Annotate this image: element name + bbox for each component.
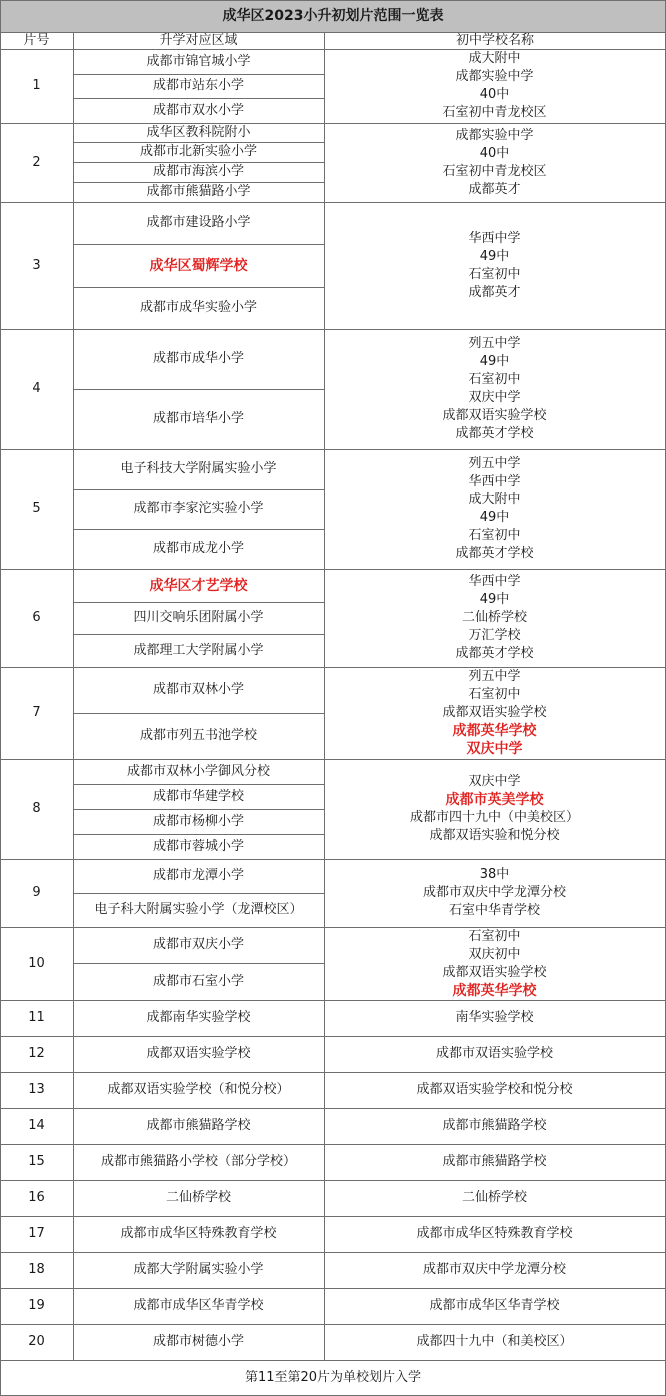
- middle-school: 双庆中学: [468, 774, 521, 789]
- table-title: 成华区2023小升初划片范围一览表: [0, 0, 666, 32]
- middle-school: 成都市双语实验学校: [435, 1046, 553, 1061]
- middle-school: 成都市成华区特殊教育学校: [416, 1226, 573, 1241]
- middle-school-list: [324, 927, 665, 1000]
- middle-school: 石室初中: [468, 528, 521, 543]
- grid-line: [73, 98, 324, 99]
- grid-line: [73, 893, 324, 894]
- header-middle-schools: 初中学校名称: [455, 32, 534, 48]
- primary-school: 成都市华建学校: [152, 788, 244, 804]
- zone-number: 7: [32, 705, 41, 720]
- zone-number: 18: [28, 1262, 45, 1277]
- middle-school: 成都市四十九中（中美校区）: [409, 810, 579, 825]
- zone-number: 20: [28, 1334, 45, 1349]
- middle-school: 49中: [479, 510, 510, 525]
- middle-school: 成都英华学校: [452, 982, 537, 999]
- middle-school-list: [324, 1072, 665, 1108]
- header-zone-number: 片号: [23, 32, 50, 48]
- middle-school: 成都英才学校: [455, 646, 534, 661]
- grid-line: [73, 963, 324, 964]
- primary-school: 成都南华实验学校: [146, 1010, 251, 1025]
- middle-school: 成都双语实验学校: [442, 705, 547, 720]
- middle-school-list: [324, 1180, 665, 1216]
- middle-school: 双庆中学: [468, 390, 521, 405]
- zone-number: 12: [28, 1046, 45, 1061]
- middle-school-list: [324, 667, 665, 759]
- middle-school: 石室初中青龙校区: [442, 105, 547, 120]
- zone-number: 9: [32, 885, 41, 900]
- zone-number: 8: [32, 801, 41, 816]
- grid-line: [73, 74, 324, 75]
- primary-school: 二仙桥学校: [165, 1190, 231, 1205]
- middle-school: 成都英才: [468, 284, 521, 300]
- zone-number: 5: [32, 501, 41, 516]
- middle-school: 成都双语实验学校: [442, 408, 547, 423]
- zone-number: 6: [32, 610, 41, 625]
- middle-school-list: [324, 1000, 665, 1036]
- middle-school: 二仙桥学校: [461, 1190, 527, 1205]
- middle-school: 石室初中: [468, 372, 521, 387]
- middle-school: 成都英才: [468, 181, 521, 197]
- grid-line: [73, 529, 324, 530]
- middle-school-list: [324, 1324, 665, 1360]
- middle-school: 南华实验学校: [455, 1010, 534, 1025]
- primary-school: 成都市蓉城小学: [152, 838, 244, 854]
- primary-school: 成都市建设路小学: [146, 215, 251, 230]
- primary-school: 成都市培华小学: [152, 411, 244, 426]
- primary-school: 成华区才艺学校: [149, 577, 248, 594]
- middle-school: 成都市熊猫路学校: [442, 1118, 547, 1133]
- grid-line: [0, 0, 1, 1396]
- zone-number: 1: [32, 78, 41, 93]
- middle-school-list: [324, 202, 665, 329]
- middle-school: 49中: [479, 248, 510, 264]
- middle-school-list: [324, 759, 665, 859]
- primary-school: 成都市成龙小学: [152, 541, 244, 556]
- header-primary-schools: 升学对应区域: [159, 32, 238, 48]
- middle-school: 华西中学: [468, 474, 521, 489]
- zone-number: 17: [28, 1226, 45, 1241]
- middle-school: 成都双语实验学校和悦分校: [416, 1082, 573, 1097]
- middle-school-list: [324, 569, 665, 667]
- middle-school: 40中: [479, 87, 510, 102]
- middle-school: 成都英才学校: [455, 546, 534, 561]
- zone-number: 2: [32, 154, 41, 170]
- middle-school-list: [324, 1252, 665, 1288]
- primary-school: 成都双语实验学校（和悦分校）: [107, 1082, 290, 1097]
- primary-school: 成都市北新实验小学: [139, 144, 257, 159]
- middle-school: 38中: [479, 867, 510, 882]
- middle-school: 双庆初中: [468, 946, 521, 962]
- grid-line: [73, 182, 324, 183]
- middle-school-list: [324, 49, 665, 123]
- middle-school: 石室中华青学校: [448, 903, 540, 918]
- middle-school: 成都市熊猫路学校: [442, 1154, 547, 1169]
- middle-school: 石室初中青龙校区: [442, 163, 547, 179]
- middle-school: 49中: [479, 592, 510, 607]
- middle-school: 成都四十九中（和美校区）: [416, 1334, 573, 1349]
- grid-line: [73, 287, 324, 288]
- middle-school: 成都实验中学: [455, 69, 534, 84]
- primary-school: 成都市树德小学: [152, 1334, 244, 1349]
- primary-school: 成都市石室小学: [152, 973, 244, 989]
- middle-school: 成都实验中学: [455, 127, 534, 143]
- middle-school-list: [324, 1288, 665, 1324]
- grid-line: [73, 32, 74, 1360]
- middle-school: 万汇学校: [468, 628, 521, 643]
- middle-school: 成都市双庆中学龙潭分校: [422, 885, 566, 900]
- primary-school: 成都市成华区华青学校: [133, 1298, 264, 1313]
- middle-school: 成都双语实验和悦分校: [429, 828, 560, 843]
- middle-school: 华西中学: [468, 230, 521, 246]
- zone-number: 19: [28, 1298, 45, 1313]
- grid-line: [73, 162, 324, 163]
- middle-school: 成大附中: [468, 51, 521, 66]
- middle-school: 双庆中学: [466, 741, 523, 757]
- middle-school-list: [324, 123, 665, 202]
- middle-school: 列五中学: [468, 669, 521, 684]
- grid-line: [73, 244, 324, 245]
- middle-school: 石室初中: [468, 266, 521, 282]
- primary-school: 电子科技大学附属实验小学: [120, 461, 277, 476]
- grid-line: [73, 784, 324, 785]
- primary-school: 成都市双林小学御风分校: [126, 763, 270, 779]
- primary-school: 成华区蜀辉学校: [149, 257, 248, 274]
- middle-school: 成都市英美学校: [445, 792, 544, 808]
- middle-school-list: [324, 329, 665, 449]
- middle-school: 华西中学: [468, 574, 521, 589]
- primary-school: 成都市熊猫路小学校（部分学校）: [100, 1154, 296, 1169]
- grid-line: [73, 142, 324, 143]
- primary-school: 成都理工大学附属小学: [133, 642, 264, 658]
- middle-school-list: [324, 1108, 665, 1144]
- grid-line: [0, 32, 666, 33]
- table-footer-note: 第11至第20片为单校划片入学: [244, 1370, 422, 1385]
- grid-line: [73, 809, 324, 810]
- grid-line: [0, 49, 666, 50]
- middle-school: 二仙桥学校: [461, 610, 527, 625]
- primary-school: 成都市龙潭小学: [152, 868, 244, 883]
- primary-school: 成都市杨柳小学: [152, 813, 244, 829]
- primary-school: 成都市李家沱实验小学: [133, 501, 264, 516]
- middle-school: 石室初中: [468, 687, 521, 702]
- middle-school-list: [324, 1036, 665, 1072]
- middle-school: 列五中学: [468, 456, 521, 471]
- middle-school-list: [324, 1216, 665, 1252]
- primary-school: 成都市熊猫路学校: [146, 1118, 251, 1133]
- primary-school: 成都市站东小学: [152, 78, 244, 93]
- grid-line: [73, 602, 324, 603]
- zone-number: 10: [28, 955, 45, 971]
- primary-school: 成都市海滨小学: [152, 164, 244, 179]
- primary-school: 成都市成华实验小学: [139, 300, 257, 315]
- zone-number: 13: [28, 1082, 45, 1097]
- primary-school: 电子科大附属实验小学（龙潭校区）: [94, 902, 303, 917]
- primary-school: 成都市熊猫路小学: [146, 184, 251, 199]
- zone-number: 16: [28, 1190, 45, 1205]
- middle-school-list: [324, 1144, 665, 1180]
- primary-school: 成都市成华小学: [152, 351, 244, 366]
- grid-line: [73, 713, 324, 714]
- primary-school: 成都大学附属实验小学: [133, 1262, 264, 1277]
- grid-line: [0, 1360, 665, 1361]
- zone-number: 4: [32, 381, 41, 396]
- middle-school-list: [324, 859, 665, 927]
- primary-school: 成华区教科院附小: [146, 124, 251, 140]
- middle-school: 列五中学: [468, 336, 521, 351]
- grid-line: [324, 32, 325, 1360]
- grid-line: [73, 489, 324, 490]
- primary-school: 成都市锦官城小学: [146, 53, 251, 69]
- grid-line: [73, 634, 324, 635]
- primary-school: 成都市双庆小学: [152, 937, 244, 952]
- primary-school: 成都市双水小学: [152, 102, 244, 118]
- grid-line: [73, 834, 324, 835]
- primary-school: 四川交响乐团附属小学: [133, 610, 264, 625]
- grid-line: [73, 389, 324, 390]
- middle-school: 49中: [479, 354, 510, 369]
- zone-number: 14: [28, 1118, 45, 1133]
- primary-school: 成都市成华区特殊教育学校: [120, 1226, 277, 1241]
- zone-number: 15: [28, 1154, 45, 1169]
- grid-line: [0, 0, 666, 1]
- zone-number: 3: [32, 257, 41, 273]
- primary-school: 成都市双林小学: [152, 682, 244, 697]
- middle-school: 成大附中: [468, 492, 521, 507]
- middle-school: 40中: [479, 145, 510, 161]
- middle-school: 成都英才学校: [455, 426, 534, 441]
- middle-school-list: [324, 449, 665, 569]
- middle-school: 成都英华学校: [452, 723, 537, 739]
- middle-school: 石室初中: [468, 928, 521, 944]
- middle-school: 成都双语实验学校: [442, 964, 547, 980]
- middle-school: 成都市成华区华青学校: [429, 1298, 560, 1313]
- middle-school: 成都市双庆中学龙潭分校: [422, 1262, 566, 1277]
- primary-school: 成都双语实验学校: [146, 1046, 251, 1061]
- zone-number: 11: [28, 1010, 45, 1025]
- primary-school: 成都市列五书池学校: [139, 728, 257, 743]
